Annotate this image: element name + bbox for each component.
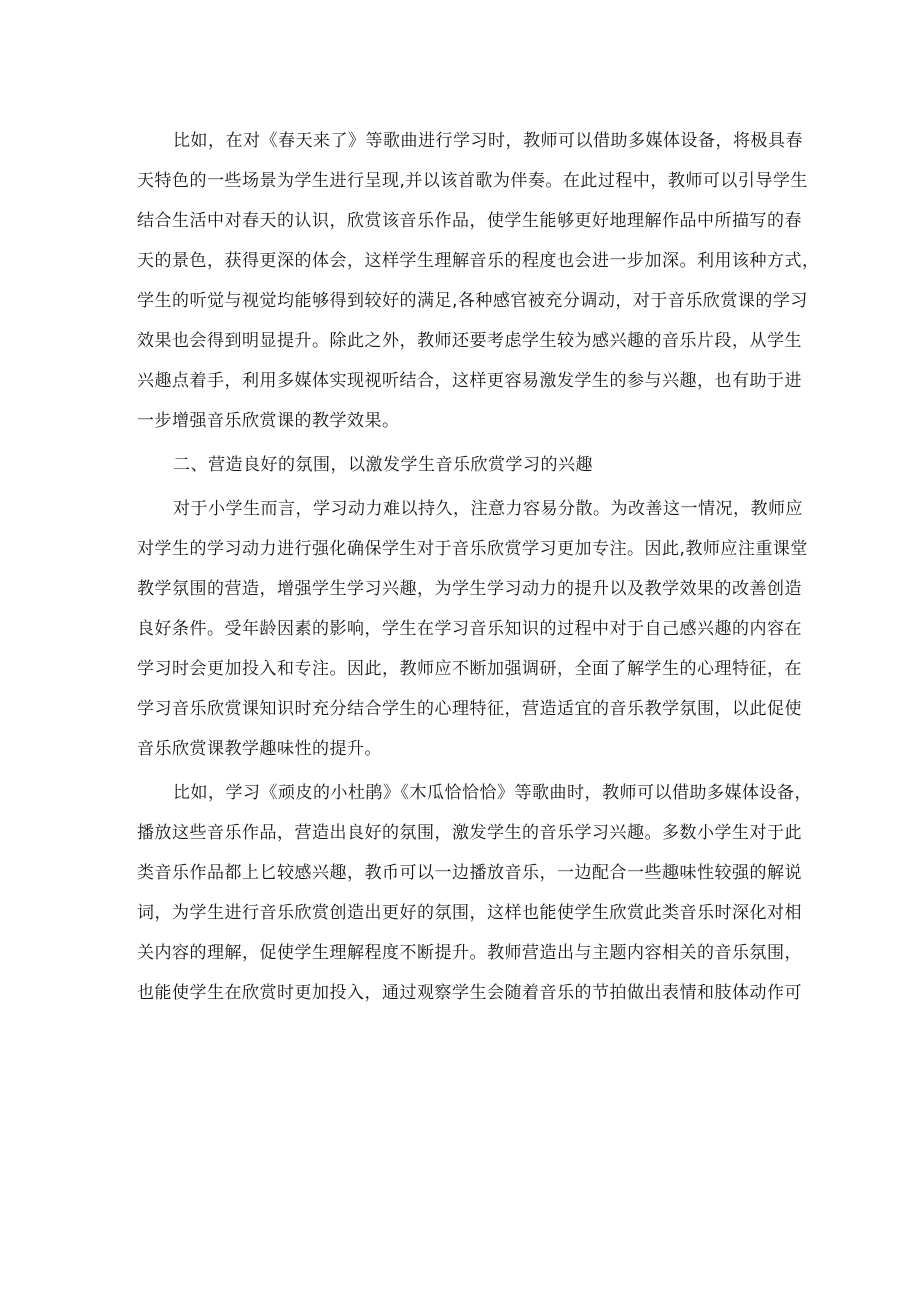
text-line: 比如，在对《春天来了》等歌曲进行学习时，教师可以借助多媒体设备，将极具春	[173, 131, 803, 151]
text-line: 词，为学生进行音乐欣赏创造出更好的氛围，这样也能使学生欣赏此类音乐时深化对相	[137, 903, 802, 923]
text-line: 学生的听觉与视觉均能够得到较好的满足,各种感官被充分调动，对于音乐欣赏课的学习	[137, 291, 808, 311]
text-line: 对学生的学习动力进行强化确保学生对于音乐欣赏学习更加专注。因此,教师应注重课堂	[137, 539, 808, 559]
paragraph-atmosphere	[137, 489, 808, 769]
text-line: 良好条件。受年龄因素的影响，学生在学习音乐知识的过程中对于自己感兴趣的内容在	[137, 619, 802, 639]
text-line: 对于小学生而言，学习动力难以持久，注意力容易分散。为改善这一情况，教师应	[173, 499, 803, 519]
paragraph-spring-example	[137, 121, 820, 441]
text-line: 也能使学生在欣赏时更加投入，通过观察学生会随着音乐的节拍做出表情和肢体动作可	[137, 983, 802, 1003]
text-line: 音乐欣赏课教学趣味性的提升。	[137, 739, 382, 759]
text-line: 兴趣点着手，利用多媒体实现视听结合，这样更容易激发学生的参与兴趣，也有助于进	[137, 371, 802, 391]
text-line: 播放这些音乐作品，营造出良好的氛围，激发学生的音乐学习兴趣。多数小学生对于此	[137, 823, 802, 843]
text-line: 效果也会得到明显提升。除此之外，教师还要考虑学生较为感兴趣的音乐片段，从学生	[137, 331, 802, 351]
body-text	[137, 121, 820, 1017]
text-line: 一步增强音乐欣赏课的教学效果。	[137, 411, 400, 431]
text-line: 结合生活中对春天的认识，欣赏该音乐作品，使学生能够更好地理解作品中所描写的春	[137, 211, 802, 231]
text-line: 关内容的理解，促使学生理解程度不断提升。教师营造出与主题内容相关的音乐氛围，	[137, 943, 802, 963]
text-line: 比如，学习《顽皮的小杜鹃》《木瓜恰恰恰》等歌曲时，教师可以借助多媒体设备，	[173, 783, 812, 803]
paragraph-cuckoo-example	[137, 773, 812, 1013]
text-line: 学习音乐欣赏课知识时充分结合学生的心理特征，营造适宜的音乐教学氛围，以此促使	[137, 699, 802, 719]
text-line: 天特色的一些场景为学生进行呈现,并以该首歌为伴奏。在此过程中，教师可以引导学生	[137, 171, 808, 191]
text-line: 教学氛围的营造，增强学生学习兴趣，为学生学习动力的提升以及教学效果的改善创造	[137, 579, 802, 599]
section-heading: 二、营造良好的氛围，以激发学生音乐欣赏学习的兴趣	[173, 455, 593, 475]
text-line: 天的景色，获得更深的体会，这样学生理解音乐的程度也会进一步加深。利用该种方式，	[137, 251, 820, 271]
text-line: 类音乐作品都上匕较感兴趣，教币可以一边播放音乐，一边配合一些趣味性较强的解说	[137, 863, 802, 883]
text-line: 学习时会更加投入和专注。因此，教师应不断加强调研，全面了解学生的心理特征，在	[137, 659, 802, 679]
